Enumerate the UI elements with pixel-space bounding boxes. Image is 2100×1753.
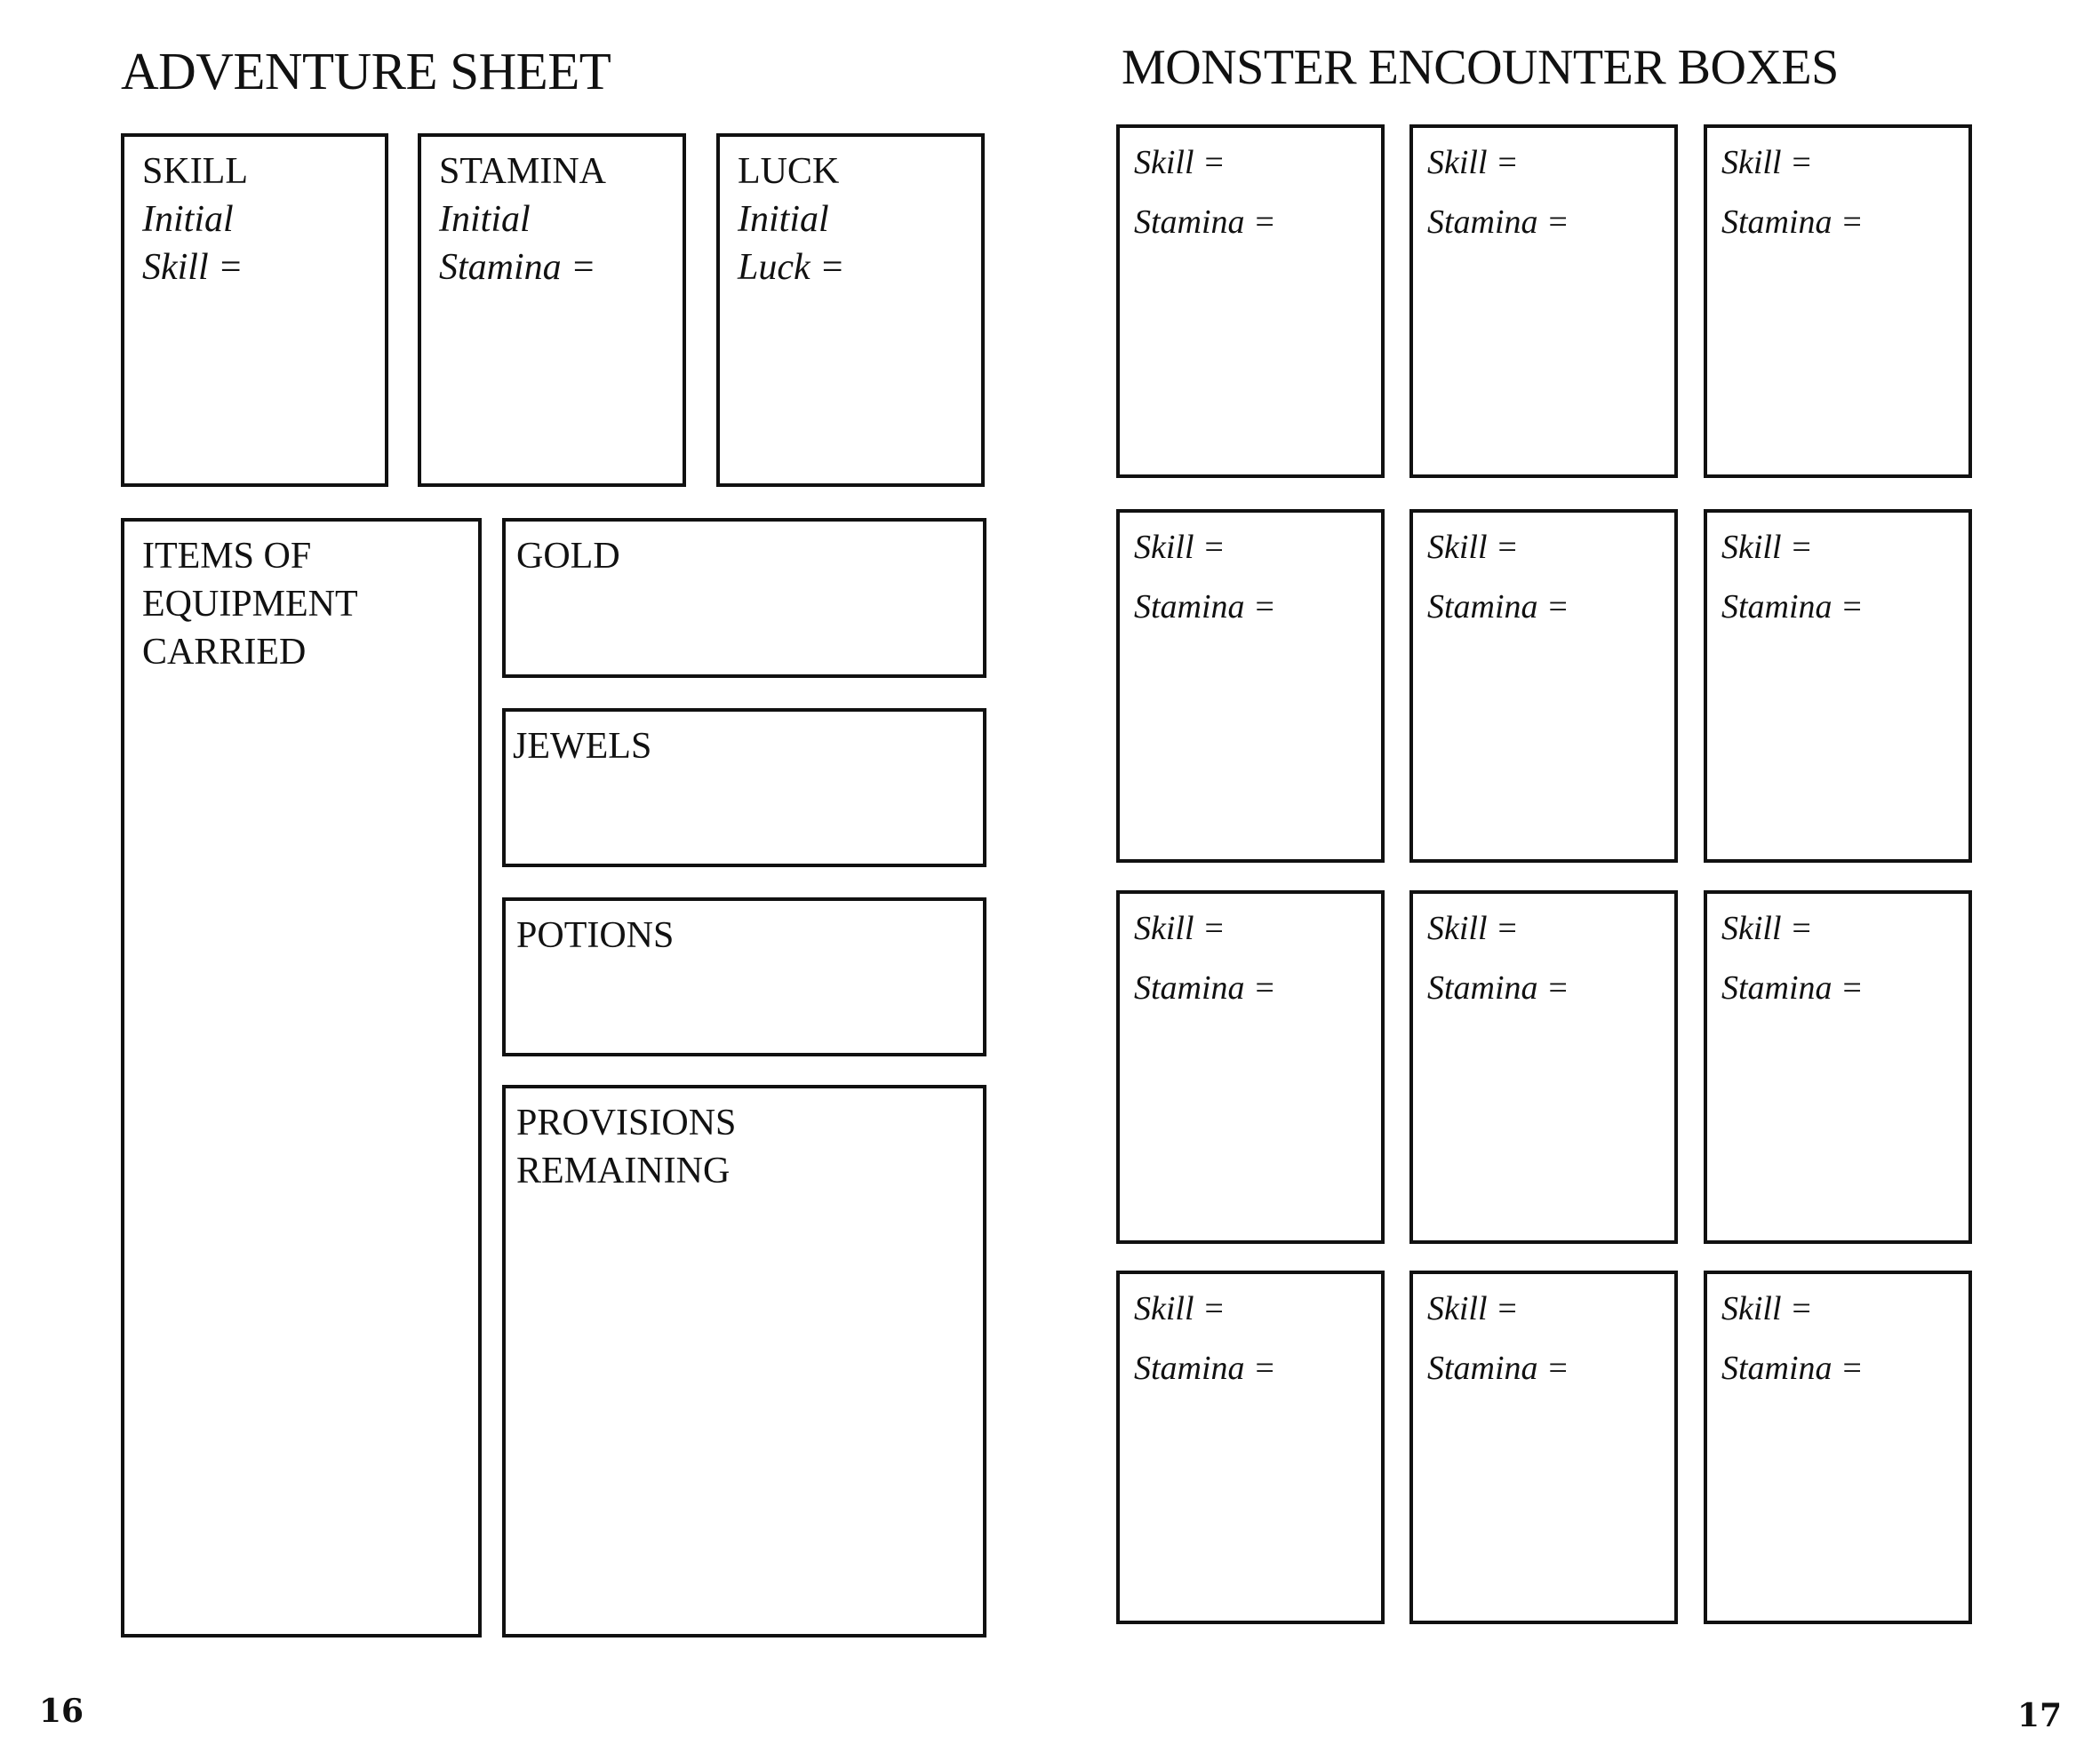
potions-box[interactable] bbox=[502, 897, 986, 1056]
monster-box[interactable] bbox=[1116, 890, 1385, 1244]
provisions-box[interactable] bbox=[502, 1085, 986, 1637]
monster-stamina-label: Stamina = bbox=[1427, 969, 1569, 1007]
monster-stamina-label: Stamina = bbox=[1427, 1350, 1569, 1387]
monster-skill-label: Skill = bbox=[1721, 1290, 1813, 1327]
equipment-label-line3: CARRIED bbox=[142, 632, 307, 673]
stamina-value-label: Stamina = bbox=[439, 247, 596, 288]
monster-skill-label: Skill = bbox=[1721, 144, 1813, 181]
luck-box[interactable] bbox=[716, 133, 985, 487]
monster-stamina-label: Stamina = bbox=[1721, 203, 1864, 241]
gold-label: GOLD bbox=[516, 536, 620, 577]
monster-stamina-label: Stamina = bbox=[1721, 969, 1864, 1007]
right-page-number: 17 bbox=[2017, 1697, 2063, 1734]
skill-initial-label: Initial bbox=[142, 199, 234, 240]
monster-stamina-label: Stamina = bbox=[1134, 1350, 1276, 1387]
monster-box[interactable] bbox=[1409, 509, 1678, 863]
monster-stamina-label: Stamina = bbox=[1134, 203, 1276, 241]
monster-stamina-label: Stamina = bbox=[1721, 1350, 1864, 1387]
jewels-box[interactable] bbox=[502, 708, 986, 867]
monster-stamina-label: Stamina = bbox=[1427, 203, 1569, 241]
skill-box[interactable] bbox=[121, 133, 388, 487]
monster-box[interactable] bbox=[1409, 124, 1678, 478]
monster-box[interactable] bbox=[1704, 890, 1972, 1244]
provisions-label-line2: REMAINING bbox=[516, 1151, 731, 1191]
monster-box[interactable] bbox=[1409, 890, 1678, 1244]
monster-encounter-title: MONSTER ENCOUNTER BOXES bbox=[1122, 40, 1839, 95]
monster-skill-label: Skill = bbox=[1427, 910, 1519, 947]
luck-initial-label: Initial bbox=[738, 199, 829, 240]
monster-box[interactable] bbox=[1116, 124, 1385, 478]
luck-heading: LUCK bbox=[738, 151, 840, 192]
monster-skill-label: Skill = bbox=[1134, 144, 1226, 181]
monster-skill-label: Skill = bbox=[1134, 529, 1226, 566]
skill-value-label: Skill = bbox=[142, 247, 244, 288]
stamina-initial-label: Initial bbox=[439, 199, 531, 240]
monster-skill-label: Skill = bbox=[1134, 1290, 1226, 1327]
monster-stamina-label: Stamina = bbox=[1134, 588, 1276, 626]
monster-stamina-label: Stamina = bbox=[1427, 588, 1569, 626]
jewels-label: JEWELS bbox=[513, 726, 652, 767]
monster-box[interactable] bbox=[1704, 124, 1972, 478]
monster-skill-label: Skill = bbox=[1134, 910, 1226, 947]
monster-box[interactable] bbox=[1409, 1271, 1678, 1624]
monster-skill-label: Skill = bbox=[1721, 910, 1813, 947]
equipment-box[interactable] bbox=[121, 518, 482, 1637]
monster-skill-label: Skill = bbox=[1721, 529, 1813, 566]
equipment-label-line1: ITEMS OF bbox=[142, 536, 312, 577]
stamina-box[interactable] bbox=[418, 133, 686, 487]
monster-skill-label: Skill = bbox=[1427, 529, 1519, 566]
monster-skill-label: Skill = bbox=[1427, 144, 1519, 181]
monster-box[interactable] bbox=[1704, 1271, 1972, 1624]
monster-stamina-label: Stamina = bbox=[1721, 588, 1864, 626]
equipment-label-line2: EQUIPMENT bbox=[142, 584, 358, 625]
potions-label: POTIONS bbox=[516, 915, 675, 956]
monster-box[interactable] bbox=[1704, 509, 1972, 863]
monster-box[interactable] bbox=[1116, 1271, 1385, 1624]
skill-heading: SKILL bbox=[142, 151, 248, 192]
stamina-heading: STAMINA bbox=[439, 151, 606, 192]
gold-box[interactable] bbox=[502, 518, 986, 678]
adventure-sheet-title: ADVENTURE SHEET bbox=[121, 42, 611, 100]
luck-value-label: Luck = bbox=[738, 247, 845, 288]
monster-stamina-label: Stamina = bbox=[1134, 969, 1276, 1007]
monster-box[interactable] bbox=[1116, 509, 1385, 863]
provisions-label-line1: PROVISIONS bbox=[516, 1103, 737, 1143]
monster-skill-label: Skill = bbox=[1427, 1290, 1519, 1327]
left-page-number: 16 bbox=[39, 1693, 84, 1730]
